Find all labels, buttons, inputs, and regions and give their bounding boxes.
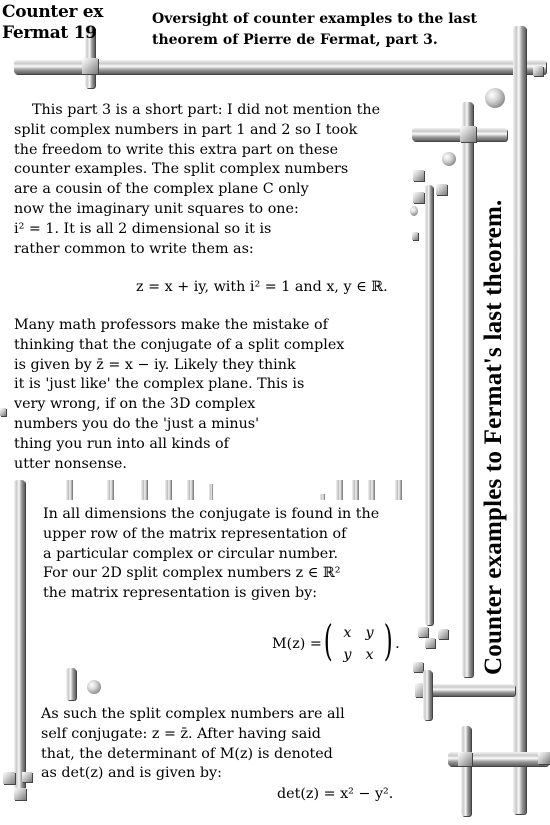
intro-line: i² = 1. It is all 2 dimensional so it is <box>14 220 272 237</box>
intro-line: now the imaginary unit squares to one: <box>14 200 299 217</box>
matrix-cell: x <box>365 647 374 663</box>
corner-label-line1: Counter ex <box>2 2 104 22</box>
matrix <box>324 616 393 666</box>
small-square-2 <box>436 184 447 195</box>
stub-8 <box>336 480 343 500</box>
conclusion-paragraph <box>41 705 345 784</box>
matrix-intro-paragraph <box>43 505 379 604</box>
mistake-line: numbers you do the 'just a minus' <box>14 415 260 432</box>
left-edge-square <box>0 408 6 416</box>
matrix-cell: y <box>343 647 352 663</box>
conclusion-line: that, the determinant of M(z) is denoted <box>41 745 333 762</box>
corner-label-line2: Fermat 19 <box>2 23 97 43</box>
stub-6 <box>209 484 213 500</box>
matrix-intro-line: a particular complex or circular number. <box>43 545 339 562</box>
equation-determinant: det(z) = x² − y². <box>277 786 394 802</box>
right-square-top <box>533 66 543 76</box>
mistake-line: Many math professors make the mistake of <box>14 317 328 333</box>
intro-line: This part 3 is a short part: I did not mention the <box>32 102 381 118</box>
stub-9 <box>352 480 359 500</box>
matrix-cell: x <box>343 625 352 641</box>
bottom-right-square-2 <box>458 752 472 766</box>
small-square-1 <box>413 170 424 181</box>
intro-line: counter examples. The split complex numbers <box>14 161 349 178</box>
matrix-equation <box>272 616 400 666</box>
small-square-3 <box>413 192 424 203</box>
equation-split-complex: z = x + iy, with i² = 1 and x, y ∈ ℝ. <box>136 279 388 295</box>
small-square-7 <box>425 638 435 648</box>
matrix-intro-line: For our 2D split complex numbers z ∈ ℝ² <box>43 565 341 582</box>
right-paren: ) <box>383 616 393 665</box>
mistake-line: is given by z̄ = x − iy. Likely they think <box>14 356 296 373</box>
bottom-right-square-1 <box>538 752 550 764</box>
top-left-square <box>82 58 98 74</box>
mistake-line: very wrong, if on the 3D complex <box>14 396 256 413</box>
right-long-vertical-bar <box>513 26 526 814</box>
conclusion-line: self conjugate: z = z̄. After having said <box>41 725 321 742</box>
left-paren: ( <box>324 616 334 665</box>
inner-vertical-thin-bar <box>425 185 433 625</box>
page-title-line1: Oversight of counter examples to the last <box>152 11 477 27</box>
stub-10 <box>368 480 375 500</box>
stub-1 <box>66 480 73 500</box>
right-cross-bar-2 <box>425 684 515 696</box>
intro-line: rather common to write them as: <box>14 240 254 257</box>
small-square-5 <box>418 627 428 637</box>
page-title-line2: theorem of Pierre de Fermat, part 3. <box>152 32 438 48</box>
mistake-line: utter nonsense. <box>14 455 127 472</box>
mistake-line: thinking that the conjugate of a split complex <box>14 336 345 353</box>
mistake-paragraph <box>14 316 344 474</box>
left-vertical-bar <box>14 480 25 800</box>
small-square-6 <box>438 629 448 639</box>
matrix-table <box>336 622 380 666</box>
intro-paragraph <box>14 101 380 259</box>
stub-7 <box>320 494 325 500</box>
matrix-intro-line: In all dimensions the conjugate is found in the <box>43 506 380 522</box>
sphere-mid-right <box>442 152 456 166</box>
small-square-8 <box>413 662 423 672</box>
sphere-top-right <box>485 88 505 108</box>
stub-4 <box>165 480 172 500</box>
bottom-right-vertical-bar <box>461 726 471 816</box>
corner-label <box>2 2 103 44</box>
mistake-line: thing you run into all kinds of <box>14 435 229 452</box>
matrix-lhs: M(z) = <box>272 636 322 652</box>
right-lower-vertical-bar <box>423 670 432 720</box>
conclusion-line: As such the split complex numbers are all <box>41 706 345 722</box>
right-inner-vertical-bar <box>462 102 473 677</box>
sphere-small-left <box>410 206 418 216</box>
short-vertical-bar <box>66 668 76 700</box>
matrix-intro-line: the matrix representation is given by: <box>43 585 318 602</box>
right-cross-square-1 <box>460 126 476 142</box>
sphere-lower-left <box>87 680 101 694</box>
mistake-line: it is 'just like' the complex plane. This is <box>14 376 305 393</box>
side-title: Counter examples to Fermat's last theorem. <box>480 199 507 675</box>
left-bottom-square-3 <box>14 788 26 800</box>
intro-line: are a cousin of the complex plane C only <box>14 181 309 198</box>
conclusion-line: as det(z) and is given by: <box>41 765 222 782</box>
stub-11 <box>395 480 402 500</box>
matrix-cell: y <box>365 625 374 641</box>
matrix-intro-line: upper row of the matrix representation of <box>43 525 347 542</box>
matrix-end: . <box>395 636 400 652</box>
intro-line: the freedom to write this extra part on these <box>14 141 339 158</box>
page-title <box>152 9 477 51</box>
stub-2 <box>107 480 114 500</box>
stub-3 <box>141 480 148 500</box>
intro-line: split complex numbers in part 1 and 2 so I took <box>14 121 358 138</box>
left-bottom-square-1 <box>3 772 15 784</box>
left-bottom-square-2 <box>22 772 32 782</box>
stub-5 <box>187 480 194 500</box>
small-square-4 <box>412 232 418 240</box>
